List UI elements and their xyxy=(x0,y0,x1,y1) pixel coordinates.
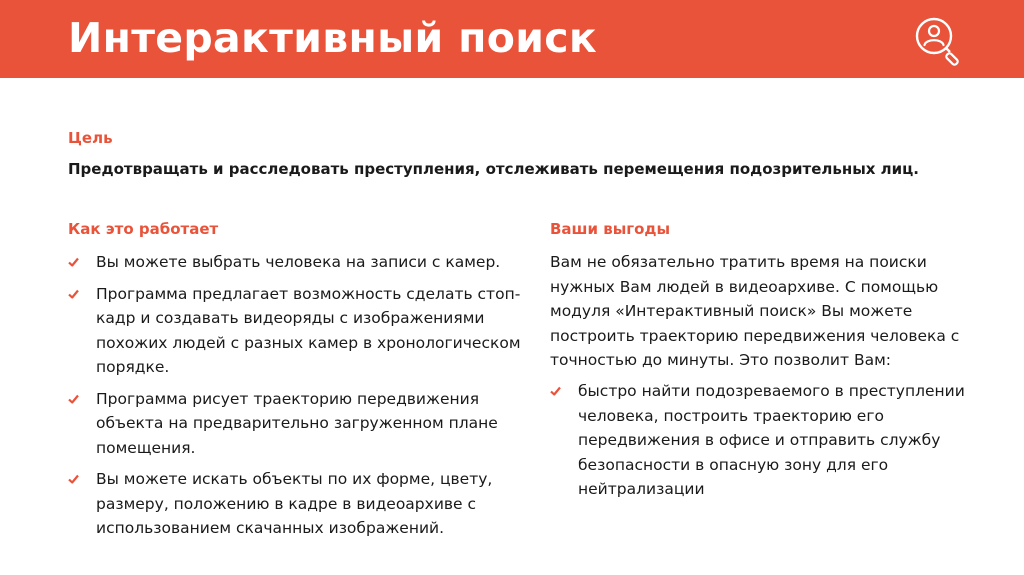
header-bar xyxy=(0,0,1024,78)
search-person-icon xyxy=(912,14,966,68)
list-item-text: быстро найти подозреваемого в преступлении человека, построить траекторию его передвижения в офисе и отправить службу безопасности в опасную зону для его нейтрализации xyxy=(578,382,965,498)
list-item xyxy=(68,282,528,380)
check-icon xyxy=(68,257,79,267)
check-icon xyxy=(68,289,79,299)
benefits-heading: Ваши выгоды xyxy=(550,220,671,238)
check-icon xyxy=(68,474,79,484)
check-icon xyxy=(550,386,561,396)
goal-label: Цель xyxy=(68,129,113,147)
list-item-text: Программа рисует траекторию передвижения объекта на предварительно загруженном плане помещения. xyxy=(96,389,498,457)
list-item xyxy=(550,379,970,502)
page-title: Интерактивный поиск xyxy=(68,14,597,62)
list-item xyxy=(68,467,528,541)
benefits-list xyxy=(550,379,970,509)
how-it-works-list xyxy=(68,250,528,548)
list-item-text: Программа предлагает возможность сделать стоп-кадр и создавать видеоряды с изображениями похожих людей с разных камер в хронологическом порядке. xyxy=(96,284,521,376)
list-item-text: Вы можете выбрать человека на записи с камер. xyxy=(96,253,501,271)
goal-text: Предотвращать и расследовать преступления, отслеживать перемещения подозрительных лиц. xyxy=(68,160,919,178)
check-icon xyxy=(68,394,79,404)
list-item xyxy=(68,250,528,275)
list-item-text: Вы можете искать объекты по их форме, цвету, размеру, положению в кадре в видеоархиве с использованием скачанных изображений. xyxy=(96,470,493,537)
list-item xyxy=(68,387,528,461)
how-it-works-heading: Как это работает xyxy=(68,220,219,238)
benefits-intro: Вам не обязательно тратить время на поиски нужных Вам людей в видеоархиве. С помощью модуля «Интерактивный поиск» Вы можете построить траекторию передвижения человека с точностью до минуты. Это позволит Вам: xyxy=(550,253,960,369)
